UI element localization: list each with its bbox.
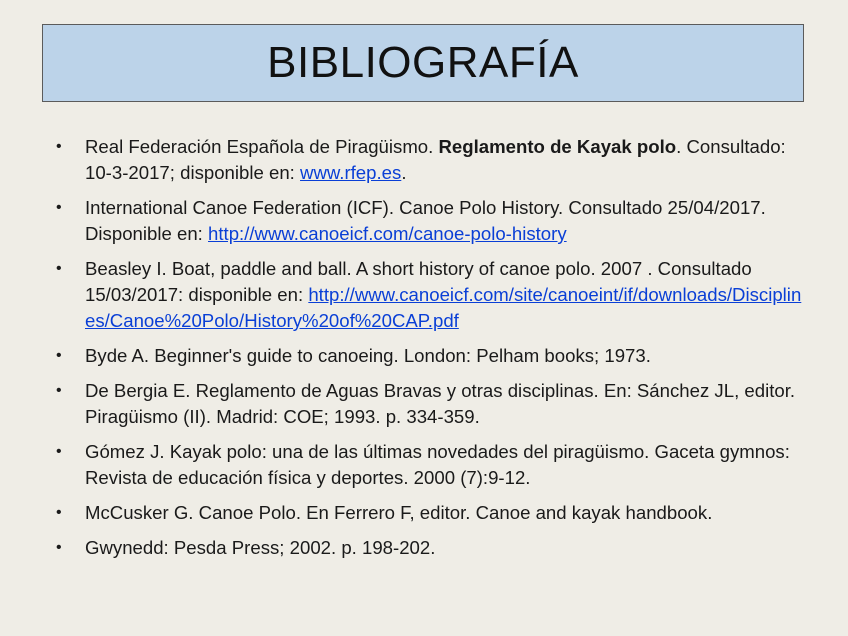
bullet-icon: •	[56, 138, 62, 155]
reference-text: International Canoe Federation (ICF). Canoe Polo History. Consultado 25/04/2017. Disponible en:	[85, 197, 766, 244]
reference-text: De Bergia E. Reglamento de Aguas Bravas y otras disciplinas. En: Sánchez JL, editor. Piragüismo (II). Madrid: COE; 1993. p. 334-359.	[85, 380, 796, 427]
reference-text: McCusker G. Canoe Polo. En Ferrero F, editor. Canoe and kayak handbook.	[85, 502, 713, 523]
reference-link[interactable]: http://www.canoeicf.com/canoe-polo-history	[208, 223, 567, 244]
reference-text: .	[401, 162, 407, 183]
page-title: BIBLIOGRAFÍA	[267, 38, 579, 87]
reference-link[interactable]: www.rfep.es	[300, 162, 402, 183]
list-item	[40, 535, 810, 561]
list-item	[40, 195, 810, 247]
reference-link[interactable]: http://www.canoeicf.com/site/canoeint/if/downloads/Disciplines/Canoe%20Polo/History%20of%20CAP.pdf	[85, 284, 802, 331]
bibliography-list	[40, 134, 810, 570]
bullet-icon: •	[56, 347, 62, 364]
reference-text: Beasley I. Boat, paddle and ball. A short history of canoe polo. 2007 . Consultado 15/03/2017: disponible en:	[85, 258, 752, 305]
list-item	[40, 256, 810, 334]
list-item	[40, 343, 810, 369]
title-box	[42, 24, 804, 102]
reference-text: Gómez J. Kayak polo: una de las últimas novedades del piragüismo. Gaceta gymnos: Revista de educación física y deportes. 2000 (7):9-12.	[85, 441, 790, 488]
reference-text: Gwynedd: Pesda Press; 2002. p. 198-202.	[85, 537, 436, 558]
bullet-icon: •	[56, 382, 62, 399]
list-item	[40, 439, 810, 491]
bullet-icon: •	[56, 199, 62, 216]
bullet-icon: •	[56, 504, 62, 521]
list-item	[40, 378, 810, 430]
reference-text: Byde A. Beginner's guide to canoeing. London: Pelham books; 1973.	[85, 345, 651, 366]
list-item	[40, 134, 810, 186]
bullet-icon: •	[56, 260, 62, 277]
bullet-icon: •	[56, 539, 62, 556]
list-item	[40, 500, 810, 526]
reference-bold-title: Reglamento de Kayak polo	[438, 136, 677, 157]
bullet-icon: •	[56, 443, 62, 460]
reference-text: . Consultado: 10-3-2017; disponible en:	[85, 136, 786, 183]
reference-text: Real Federación Española de Piragüismo.	[85, 136, 439, 157]
